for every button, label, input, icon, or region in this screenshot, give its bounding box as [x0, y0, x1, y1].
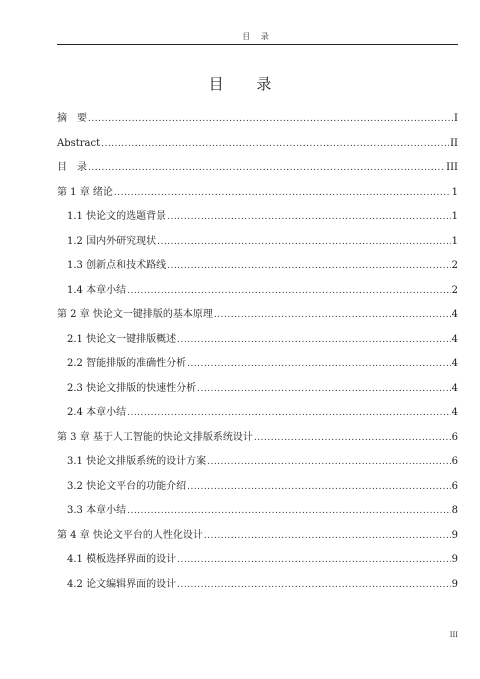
toc-entry[interactable] [57, 210, 458, 235]
toc-entry[interactable] [57, 406, 458, 431]
toc-leader [177, 333, 451, 347]
toc-entry[interactable] [57, 578, 458, 603]
toc-entry[interactable] [57, 333, 458, 358]
toc-leader [167, 259, 451, 273]
toc-entry-label: 2.2 智能排版的准确性分析 [67, 358, 187, 369]
toc-leader [187, 357, 451, 371]
toc-entry-page: 4 [451, 333, 458, 345]
toc-entry[interactable] [57, 455, 458, 480]
toc-leader [127, 284, 451, 298]
toc-entry[interactable] [57, 284, 458, 309]
toc-entry[interactable] [57, 480, 458, 505]
toc-entry-label: 第 1 章 绪论 [57, 186, 113, 198]
toc-title: 目 录 [208, 75, 286, 93]
toc-leader [157, 235, 451, 249]
toc-entry-label: 第 2 章 快论文一键排版的基本原理 [57, 309, 213, 320]
toc-entry-label: 2.4 本章小结 [67, 407, 127, 418]
toc-leader [214, 308, 451, 322]
toc-entry-page: 2 [451, 260, 458, 271]
toc-entry-page: 6 [451, 480, 458, 492]
toc-entry[interactable] [57, 431, 458, 456]
toc-leader [88, 161, 445, 175]
toc-entry-label: 1.3 创新点和技术路线 [67, 260, 167, 271]
toc-leader [127, 504, 451, 518]
toc-entry[interactable] [57, 235, 458, 260]
toc-entry-page: 1 [451, 211, 458, 222]
toc-entry-page: 4 [451, 309, 458, 320]
toc-entry[interactable] [57, 112, 458, 137]
toc-entry-page: III [446, 162, 458, 173]
toc-entry-page: 6 [451, 431, 458, 443]
toc-entry-label: 摘 要 [57, 113, 87, 124]
toc-entry[interactable] [57, 137, 458, 162]
toc-entry-page: 9 [451, 529, 458, 541]
toc-entry[interactable] [57, 259, 458, 284]
toc-entry-page: 4 [451, 407, 458, 418]
toc-entry-label: 4.2 论文编辑界面的设计 [67, 578, 177, 590]
toc-entry[interactable] [57, 553, 458, 578]
toc-leader [197, 382, 451, 396]
toc-entry-page: 4 [451, 382, 458, 394]
toc-entry-page: 8 [451, 505, 458, 516]
header-rule [57, 44, 458, 45]
toc-leader [254, 431, 451, 445]
toc-entry-page: II [450, 137, 458, 149]
toc-entry-page: I [454, 113, 458, 124]
running-header: 目 录 [242, 32, 273, 41]
toc-entry-label: Abstract [57, 137, 101, 149]
toc-entry[interactable] [57, 186, 458, 211]
toc-entry-label: 第 4 章 快论文平台的人性化设计 [57, 529, 203, 541]
toc-entry-label: 目 录 [57, 162, 87, 173]
toc-entry-label: 2.3 快论文排版的快速性分析 [67, 382, 197, 394]
toc-entry[interactable] [57, 161, 458, 186]
toc-entry-label: 3.1 快论文排版系统的设计方案 [67, 456, 207, 467]
toc-leader [187, 480, 451, 494]
toc-entry-label: 1.4 本章小结 [67, 284, 127, 296]
toc-entry-page: 9 [451, 554, 458, 565]
toc-entry-page: 4 [451, 358, 458, 369]
toc-entry-label: 3.2 快论文平台的功能介绍 [67, 480, 187, 492]
toc-entry-page: 6 [451, 456, 458, 467]
toc-entry-label: 2.1 快论文一键排版概述 [67, 333, 177, 345]
toc-entry-label: 第 3 章 基于人工智能的快论文排版系统设计 [57, 431, 253, 443]
toc-entry-page: 9 [451, 578, 458, 590]
toc-leader [177, 578, 451, 592]
toc-list [57, 112, 458, 602]
toc-leader [207, 455, 451, 469]
toc-entry-label: 3.3 本章小结 [67, 505, 127, 516]
toc-leader [167, 210, 451, 224]
toc-entry-page: 1 [451, 235, 458, 247]
toc-entry[interactable] [57, 504, 458, 529]
toc-entry[interactable] [57, 357, 458, 382]
toc-leader [204, 529, 451, 543]
page-number: III [449, 631, 458, 639]
toc-leader [88, 112, 453, 126]
toc-leader [177, 553, 451, 567]
toc-leader [127, 406, 451, 420]
toc-entry[interactable] [57, 382, 458, 407]
toc-entry-label: 1.1 快论文的选题背景 [67, 211, 167, 222]
toc-entry[interactable] [57, 529, 458, 554]
toc-entry-label: 4.1 模板选择界面的设计 [67, 554, 177, 565]
toc-entry-label: 1.2 国内外研究现状 [67, 235, 157, 247]
toc-entry-page: 2 [451, 284, 458, 296]
toc-leader [114, 186, 451, 200]
toc-entry-page: 1 [451, 186, 458, 198]
toc-leader [101, 137, 449, 151]
toc-entry[interactable] [57, 308, 458, 333]
